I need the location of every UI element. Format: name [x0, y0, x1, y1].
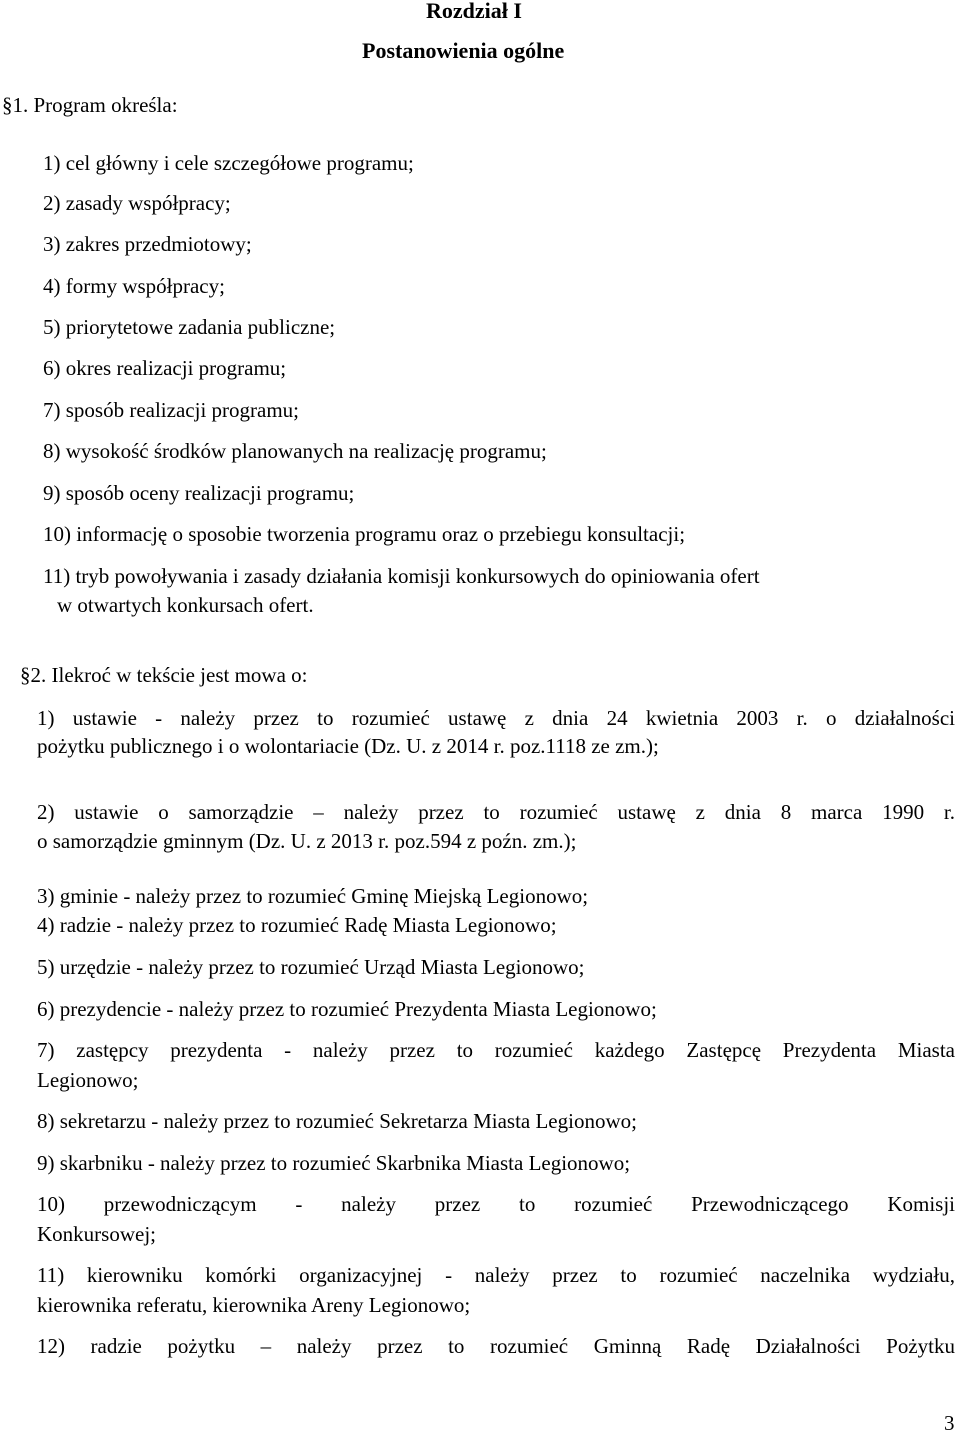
- definition-5: 5) urzędzie - należy przez to rozumieć Urząd Miasta Legionowo;: [37, 955, 585, 979]
- definition-4: 4) radzie - należy przez to rozumieć Radę Miasta Legionowo;: [37, 913, 557, 937]
- definition-8: 8) sekretarzu - należy przez to rozumieć Sekretarza Miasta Legionowo;: [37, 1109, 637, 1133]
- definition-3: 3) gminie - należy przez to rozumieć Gminę Miejską Legionowo;: [37, 884, 589, 908]
- page-number: 3: [944, 1411, 955, 1435]
- definition-2-line-1: 2) ustawie o samorządzie – należy przez to rozumieć ustawę z dnia 8 marca 1990 r.: [37, 800, 955, 824]
- definition-7-line-1: 7) zastępcy prezydenta - należy przez to rozumieć każdego Zastępcę Prezydenta Miasta: [37, 1038, 955, 1062]
- list-item: 6) okres realizacji programu;: [43, 356, 287, 380]
- list-item: 4) formy współpracy;: [43, 274, 225, 298]
- definition-10-line-1: 10) przewodniczącym - należy przez to rozumieć Przewodniczącego Komisji: [37, 1192, 955, 1216]
- list-item: 8) wysokość środków planowanych na realizację programu;: [43, 439, 547, 463]
- list-item: 10) informację o sposobie tworzenia programu oraz o przebiegu konsultacji;: [43, 522, 686, 546]
- definition-1-line-1: 1) ustawie - należy przez to rozumieć ustawę z dnia 24 kwietnia 2003 r. o działalności: [37, 706, 955, 730]
- definition-1-line-2: pożytku publicznego i o wolontariacie (Dz. U. z 2014 r. poz.1118 ze zm.);: [37, 734, 659, 758]
- list-item: 3) zakres przedmiotowy;: [43, 232, 252, 256]
- list-item: 9) sposób oceny realizacji programu;: [43, 481, 355, 505]
- definition-11-line-1: 11) kierowniku komórki organizacyjnej - należy przez to rozumieć naczelnika wydziału,: [37, 1263, 955, 1287]
- section-2-intro: §2. Ilekroć w tekście jest mowa o:: [20, 663, 308, 687]
- list-item: 1) cel główny i cele szczegółowe programu;: [43, 151, 414, 175]
- definition-11-line-2: kierownika referatu, kierownika Areny Legionowo;: [37, 1293, 471, 1317]
- definition-2-line-2: o samorządzie gminnym (Dz. U. z 2013 r. poz.594 z poźn. zm.);: [37, 829, 577, 853]
- definition-12-line-1: 12) radzie pożytku – należy przez to rozumieć Gminną Radę Działalności Pożytku: [37, 1334, 955, 1358]
- chapter-title: Postanowienia ogólne: [362, 38, 565, 63]
- chapter-heading: Rozdział I: [426, 0, 522, 23]
- section-1-intro: §1. Program określa:: [2, 93, 178, 117]
- list-item: 2) zasady współpracy;: [43, 191, 231, 215]
- list-item: 7) sposób realizacji programu;: [43, 398, 299, 422]
- definition-9: 9) skarbniku - należy przez to rozumieć Skarbnika Miasta Legionowo;: [37, 1151, 631, 1175]
- list-item-continuation: w otwartych konkursach ofert.: [57, 593, 314, 617]
- definition-7-line-2: Legionowo;: [37, 1068, 139, 1092]
- definition-6: 6) prezydencie - należy przez to rozumieć Prezydenta Miasta Legionowo;: [37, 997, 657, 1021]
- list-item: 11) tryb powoływania i zasady działania komisji konkursowych do opiniowania ofert: [43, 564, 760, 588]
- list-item: 5) priorytetowe zadania publiczne;: [43, 315, 336, 339]
- definition-10-line-2: Konkursowej;: [37, 1222, 156, 1246]
